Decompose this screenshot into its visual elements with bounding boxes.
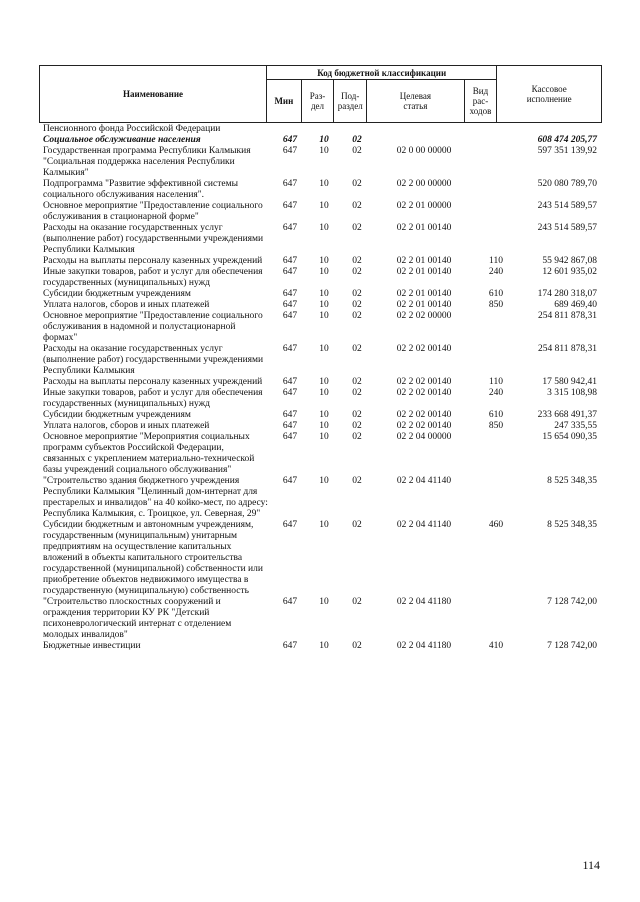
row-cs: 02 2 01 00140: [396, 223, 452, 233]
header-podrazdel: Под- раздел: [334, 80, 367, 123]
row-vid: 240: [488, 388, 504, 398]
row-vid: 240: [488, 267, 504, 277]
row-name: Социальное обслуживание населения: [43, 135, 201, 145]
header-razdel: Раз- дел: [301, 80, 334, 123]
row-sum: 12 601 935,02: [542, 267, 597, 277]
row-sum: 8 525 348,35: [547, 476, 597, 486]
table-row: [39, 476, 602, 520]
row-cs: 02 2 02 00140: [396, 388, 452, 398]
row-pod: 02: [352, 300, 362, 310]
table-row: [39, 267, 602, 289]
table-row: [39, 410, 602, 421]
row-min: 647: [282, 289, 298, 299]
row-pod: 02: [352, 410, 362, 420]
row-name: "Строительство здания бюджетного учреждения Республики Калмыкия "Целинный дом-интернат для престарелых и инвалидов" на 40 койко-мест, по адресу: Республика Калмыкия, с. Троицкое, ул. Северная, 29": [43, 476, 268, 519]
row-min: 647: [282, 432, 298, 442]
row-cs: 02 2 04 41140: [396, 476, 452, 486]
row-sum: 597 351 139,92: [537, 146, 597, 156]
row-raz: 10: [319, 520, 329, 530]
row-min: 647: [282, 267, 298, 277]
row-sum: 3 315 108,98: [547, 388, 597, 398]
row-vid: 610: [488, 289, 504, 299]
table-row: [39, 311, 602, 344]
row-min: 647: [282, 146, 298, 156]
row-name: Подпрограмма "Развитие эффективной системы социального обслуживания населения".: [43, 179, 238, 200]
header-min: Мин: [267, 80, 302, 123]
row-sum: 15 654 090,35: [542, 432, 597, 442]
row-raz: 10: [319, 377, 329, 387]
row-min: 647: [282, 179, 298, 189]
row-raz: 10: [319, 476, 329, 486]
row-vid: 850: [488, 421, 504, 431]
row-name: Субсидии бюджетным и автономным учреждениям, государственным (муниципальным) унитарным предприятиям на осуществление капитальных вложений в объекты капитального строительства государственной (муниципальной) собственности или приобретение объектов недвижимого имущества в государственную (муниципальную) собственность: [43, 520, 263, 596]
row-min: 647: [282, 223, 298, 233]
row-min: 647: [282, 388, 298, 398]
row-min: 647: [282, 520, 298, 530]
row-cs: 02 2 01 00140: [396, 267, 452, 277]
row-name: Пенсионного фонда Российской Федерации: [43, 124, 221, 134]
row-cs: 02 2 04 41180: [396, 597, 452, 607]
row-sum: 233 668 491,37: [537, 410, 597, 420]
row-cs: 02 2 01 00000: [396, 201, 452, 211]
row-pod: 02: [352, 344, 362, 354]
row-raz: 10: [319, 223, 329, 233]
row-raz: 10: [319, 300, 329, 310]
row-sum: 8 525 348,35: [547, 520, 597, 530]
table-row: [39, 421, 602, 432]
row-pod: 02: [352, 223, 362, 233]
header-kod: Код бюджетной классификации: [267, 66, 497, 80]
row-min: 647: [282, 300, 298, 310]
row-sum: 254 811 878,31: [537, 344, 597, 354]
row-raz: 10: [319, 146, 329, 156]
row-pod: 02: [352, 432, 362, 442]
row-name: Иные закупки товаров, работ и услуг для обеспечения государственных (муниципальных) нужд: [43, 267, 263, 288]
row-min: 647: [282, 421, 298, 431]
row-pod: 02: [352, 256, 362, 266]
row-cs: 02 2 02 00140: [396, 421, 452, 431]
table-row: [39, 641, 602, 652]
row-min: 647: [282, 476, 298, 486]
row-min: 647: [282, 597, 298, 607]
table-row: [39, 300, 602, 311]
row-raz: 10: [319, 410, 329, 420]
row-pod: 02: [352, 146, 362, 156]
row-pod: 02: [352, 311, 362, 321]
row-name: Иные закупки товаров, работ и услуг для обеспечения государственных (муниципальных) нужд: [43, 388, 263, 409]
table-row: [39, 289, 602, 300]
row-sum: 55 942 867,08: [542, 256, 597, 266]
table-row: [39, 388, 602, 410]
row-name: "Строительство плоскостных сооружений и ограждения территории КУ РК "Детский психоневрологический интернат с отделением молодых инвалидов": [43, 597, 232, 640]
page-number: 114: [582, 858, 600, 872]
table-row: [39, 597, 602, 641]
table-row: [39, 344, 602, 377]
row-name: Расходы на выплаты персоналу казенных учреждений: [43, 256, 263, 266]
row-pod: 02: [352, 641, 362, 651]
row-vid: 110: [489, 256, 503, 266]
row-raz: 10: [319, 256, 329, 266]
row-sum: 689 469,40: [554, 300, 597, 310]
row-name: Расходы на оказание государственных услуг (выполнение работ) государственными учреждениями Республики Калмыкия: [43, 344, 264, 376]
header-naim: Наименование: [40, 66, 267, 123]
row-sum: 608 474 205,77: [537, 135, 597, 145]
row-vid: 850: [488, 300, 504, 310]
row-cs: 02 2 04 41180: [396, 641, 452, 651]
row-pod: 02: [352, 289, 362, 299]
row-raz: 10: [319, 388, 329, 398]
row-pod: 02: [352, 520, 362, 530]
row-sum: 174 280 318,07: [537, 289, 597, 299]
header-kass: Кассовое исполнение: [497, 66, 602, 123]
row-raz: 10: [319, 201, 329, 211]
row-min: 647: [282, 256, 298, 266]
table-body: [39, 124, 602, 652]
table-row: [39, 201, 602, 223]
row-min: 647: [282, 377, 298, 387]
row-cs: 02 2 02 00000: [396, 311, 452, 321]
row-vid: 460: [488, 520, 504, 530]
row-cs: 02 0 00 00000: [396, 146, 452, 156]
row-cs: 02 2 01 00140: [396, 256, 452, 266]
row-name: Расходы на оказание государственных услуг (выполнение работ) государственными учреждениями Республики Калмыкия: [43, 223, 264, 255]
row-raz: 10: [319, 641, 329, 651]
row-sum: 243 514 589,57: [537, 201, 597, 211]
row-name: Основное мероприятие "Предоставление социального обслуживания в надомной и полустационарной формах": [43, 311, 263, 343]
table-row: [39, 223, 602, 256]
row-name: Уплата налогов, сборов и иных платежей: [43, 421, 210, 431]
row-sum: 17 580 942,41: [542, 377, 597, 387]
row-raz: 10: [319, 344, 329, 354]
row-raz: 10: [319, 267, 329, 277]
row-pod: 02: [352, 179, 362, 189]
row-cs: 02 2 02 00140: [396, 344, 452, 354]
row-sum: 7 128 742,00: [547, 597, 597, 607]
row-sum: 7 128 742,00: [547, 641, 597, 651]
row-sum: 247 335,55: [554, 421, 597, 431]
header-statya: Целевая статья: [367, 80, 464, 123]
row-pod: 02: [352, 597, 362, 607]
row-pod: 02: [352, 476, 362, 486]
row-name: Государственная программа Республики Калмыкия "Социальная поддержка населения Республики Калмыкия": [43, 146, 251, 178]
table-row: [39, 124, 602, 135]
table-header: [39, 65, 602, 123]
row-raz: 10: [319, 289, 329, 299]
row-cs: 02 2 02 00140: [396, 410, 452, 420]
row-name: Субсидии бюджетным учреждениям: [43, 410, 191, 420]
row-vid: 410: [488, 641, 504, 651]
row-min: 647: [282, 135, 298, 145]
row-cs: 02 2 00 00000: [396, 179, 452, 189]
row-raz: 10: [319, 421, 329, 431]
row-pod: 02: [352, 267, 362, 277]
row-pod: 02: [352, 135, 362, 145]
row-cs: 02 2 02 00140: [396, 377, 452, 387]
row-raz: 10: [319, 432, 329, 442]
table-row: [39, 135, 602, 146]
row-sum: 520 080 789,70: [537, 179, 597, 189]
row-name: Бюджетные инвестиции: [43, 641, 141, 651]
row-cs: 02 2 04 41140: [396, 520, 452, 530]
table-row: [39, 179, 602, 201]
row-raz: 10: [319, 179, 329, 189]
row-min: 647: [282, 311, 298, 321]
row-pod: 02: [352, 377, 362, 387]
row-name: Основное мероприятие "Предоставление социального обслуживания в стационарной форме": [43, 201, 263, 222]
row-pod: 02: [352, 388, 362, 398]
row-sum: 254 811 878,31: [537, 311, 597, 321]
row-min: 647: [282, 410, 298, 420]
table-row: [39, 256, 602, 267]
table-row: [39, 520, 602, 597]
row-vid: 110: [489, 377, 503, 387]
row-raz: 10: [319, 597, 329, 607]
row-name: Основное мероприятие "Мероприятия социальных программ субъектов Российской Федерации, связанных с укреплением материально-технической базы учреждений социального обслуживания": [43, 432, 255, 475]
table-row: [39, 146, 602, 179]
row-cs: 02 2 04 00000: [396, 432, 452, 442]
row-min: 647: [282, 201, 298, 211]
row-name: Расходы на выплаты персоналу казенных учреждений: [43, 377, 263, 387]
table-row: [39, 432, 602, 476]
header-vid: Вид рас- ходов: [464, 80, 497, 123]
row-sum: 243 514 589,57: [537, 223, 597, 233]
row-name: Уплата налогов, сборов и иных платежей: [43, 300, 210, 310]
row-vid: 610: [488, 410, 504, 420]
row-raz: 10: [319, 311, 329, 321]
row-raz: 10: [319, 135, 329, 145]
row-name: Субсидии бюджетным учреждениям: [43, 289, 191, 299]
table-row: [39, 377, 602, 388]
row-min: 647: [282, 344, 298, 354]
row-min: 647: [282, 641, 298, 651]
row-cs: 02 2 01 00140: [396, 289, 452, 299]
row-pod: 02: [352, 421, 362, 431]
row-pod: 02: [352, 201, 362, 211]
row-cs: 02 2 01 00140: [396, 300, 452, 310]
